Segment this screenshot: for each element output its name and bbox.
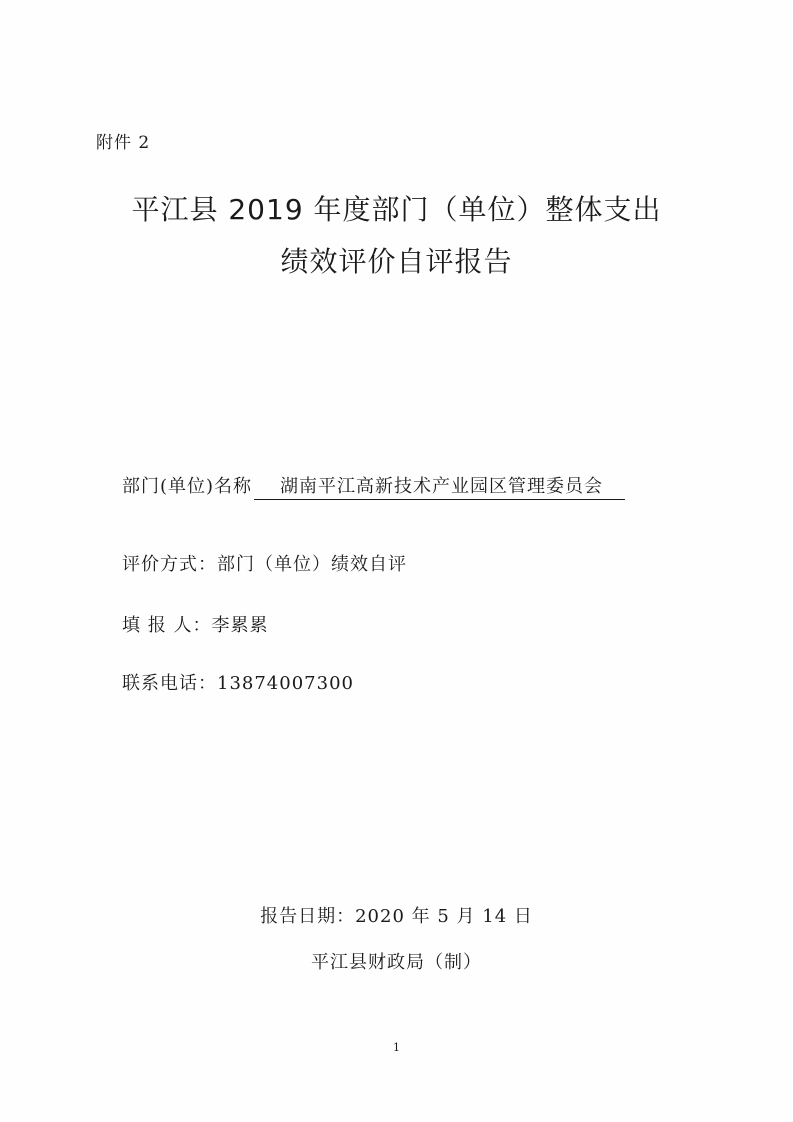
department-value: 湖南平江高新技术产业园区管理委员会: [254, 472, 625, 500]
filler-name: 李累累: [211, 615, 269, 636]
issuer: 平江县财政局（制）: [311, 952, 482, 973]
department-field: [122, 472, 625, 500]
filler-label: 填 报 人：: [122, 615, 212, 636]
attachment-label: 附件 2: [96, 133, 151, 153]
report-title-line-2: 绩效评价自评报告: [280, 245, 513, 278]
evaluation-method: 评价方式：部门（单位）绩效自评: [122, 554, 407, 575]
report-date: 报告日期：2020 年 5 月 14 日: [260, 906, 533, 927]
department-label: 部门(单位)名称: [122, 476, 253, 497]
report-title-line-1: 平江县 2019 年度部门（单位）整体支出: [131, 193, 662, 226]
contact-phone: 联系电话：13874007300: [122, 673, 354, 694]
page-number: 1: [393, 1041, 400, 1054]
filler-field: [122, 611, 268, 637]
